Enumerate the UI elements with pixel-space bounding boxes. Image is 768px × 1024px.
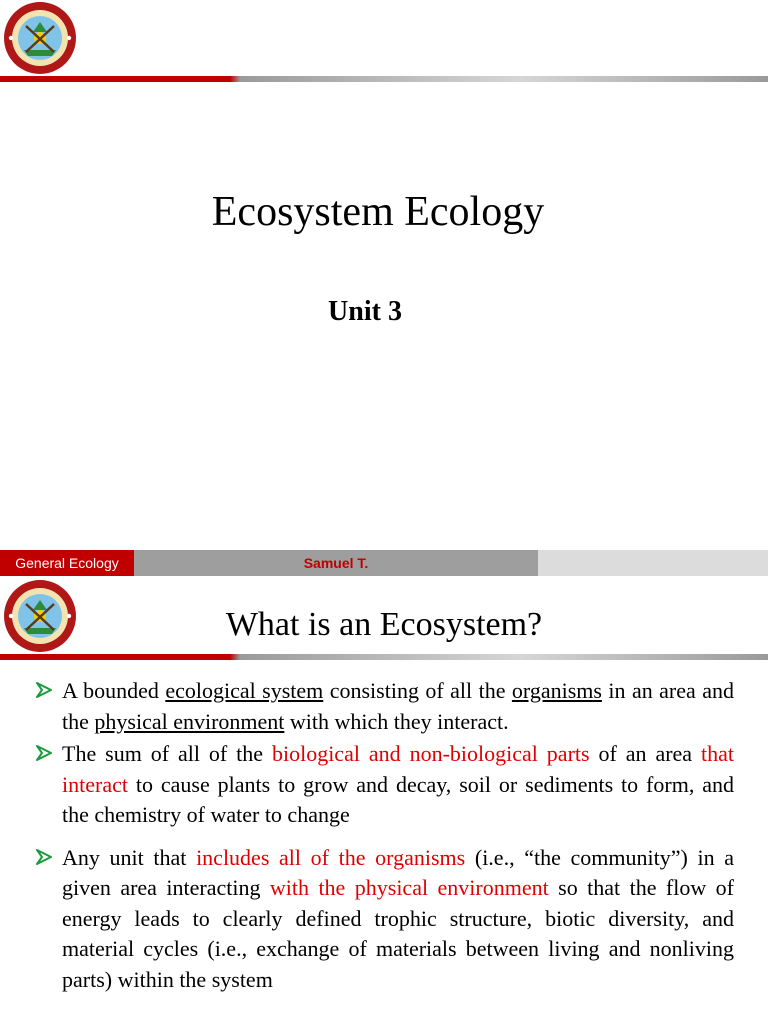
slide-title: What is an Ecosystem? <box>225 606 543 643</box>
content-slide <box>0 576 768 1024</box>
bullet-text-segment: (i.e., “the community”) in a given area interacting <box>62 844 734 900</box>
bullet-text-segment: includes all of the organisms <box>196 844 466 870</box>
bullet-item <box>34 843 734 996</box>
top-accent-bar <box>0 654 768 660</box>
footer-course: General Ecology <box>0 550 134 576</box>
arrow-bullet-icon <box>34 680 54 700</box>
bullet-text-segment: A bounded <box>62 678 166 703</box>
bullet-item <box>34 676 734 737</box>
slide-title: Ecosystem Ecology <box>211 189 545 235</box>
bullet-text-segment: with which they interact. <box>284 708 509 734</box>
top-accent-bar <box>0 76 768 82</box>
footer-author: Samuel T. <box>134 550 538 576</box>
arrow-bullet-icon <box>34 847 54 867</box>
bullet-text-segment: of an area <box>589 741 702 766</box>
bullet-text-segment: so that the flow of energy leads to clearly defined trophic structure, biotic diversity, and material cycles (i.e., exchange of materials between living and nonliving parts) within the system <box>62 875 734 992</box>
bullet-text-segment: organisms <box>511 678 602 703</box>
bullet-text-segment: The sum of all of the <box>62 741 272 766</box>
bullet-list <box>34 676 734 997</box>
bullet-text-segment: that interact <box>62 741 735 797</box>
bullet-text-segment: in an area and the <box>62 678 734 734</box>
slide-footer <box>0 550 768 576</box>
bullet-text-segment: physical environment <box>94 708 285 734</box>
arrow-bullet-icon <box>34 743 54 763</box>
bullet-text-segment: to cause plants to grow and decay, soil or sediments to form, and the chemistry of water to change <box>62 771 734 827</box>
bullet-text-segment: Any unit that <box>62 844 197 870</box>
slide-subtitle: Unit 3 <box>328 296 402 327</box>
bullet-item <box>34 739 734 831</box>
bullet-text-segment: with the physical environment <box>269 875 549 900</box>
university-seal-icon <box>2 0 78 76</box>
bullet-text-segment: ecological system <box>165 678 324 703</box>
bullet-text-segment: biological and non-biological parts <box>271 741 590 766</box>
bullet-text-segment: consisting of all the <box>323 678 512 703</box>
